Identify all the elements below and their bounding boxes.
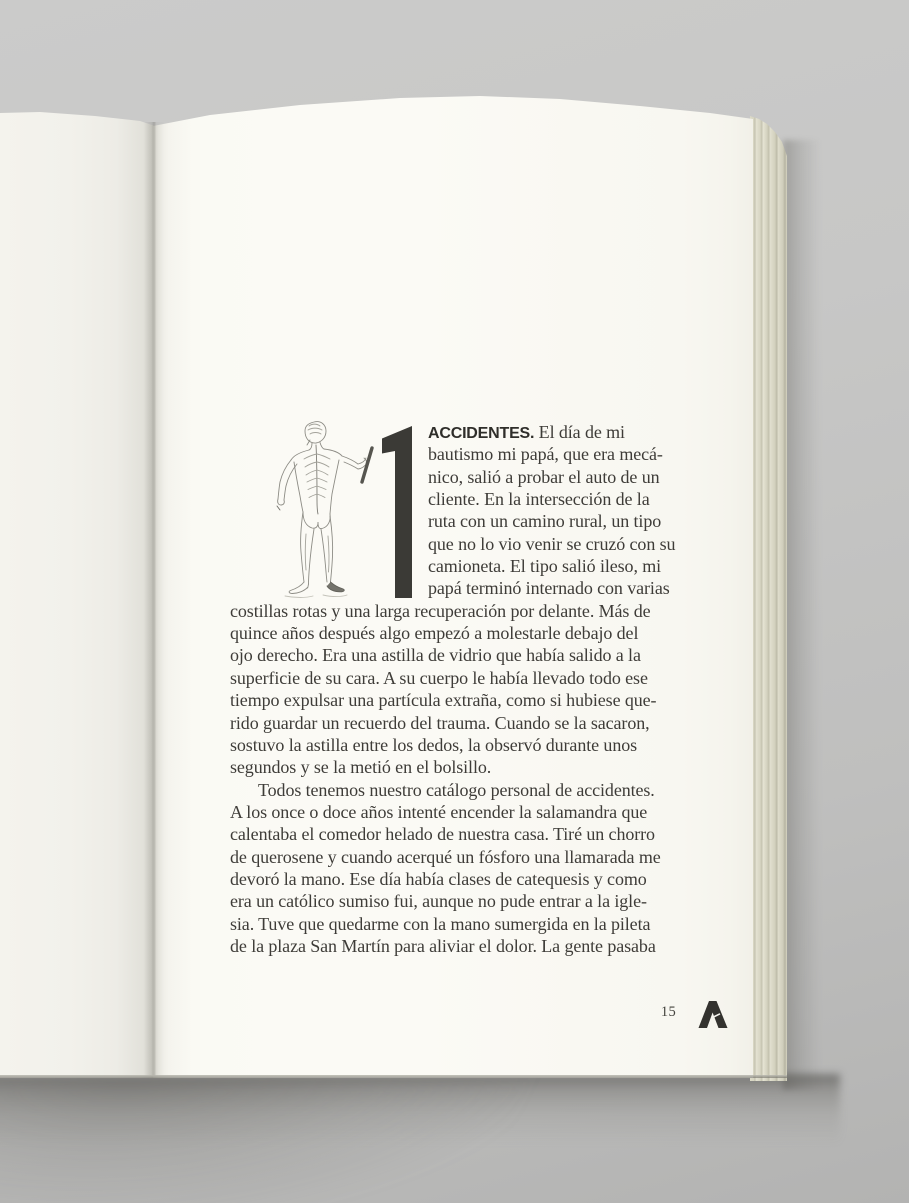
text-line: segundos y se la metió en el bolsillo. (230, 757, 492, 778)
chapter-lead-column (428, 421, 702, 600)
text-line: quince años después algo empezó a molestarle debajo del (230, 623, 639, 644)
text-line: A los once o doce años intenté encender la salamandra que (230, 801, 648, 822)
publisher-logo-icon (698, 1001, 728, 1029)
paragraph-2 (230, 779, 702, 958)
text-line: era un católico sumiso fui, aunque no pude entrar a la igle- (230, 891, 647, 912)
text-line: Todos tenemos nuestro catálogo personal de accidentes. (258, 779, 655, 800)
text-line: calentaba el comedor helado de nuestra casa. Tiré un chorro (230, 824, 655, 845)
text-line: sostuvo la astilla entre los dedos, la observó durante unos (230, 734, 638, 755)
page-edges-stack (750, 116, 787, 1081)
chapter-heading: ACCIDENTES. (428, 425, 535, 442)
chapter-figure-block (230, 421, 428, 600)
text-line: superficie de su cara. A su cuerpo le había llevado todo ese (230, 667, 648, 688)
text-line: cliente. En la intersección de la (428, 489, 650, 510)
text-line: nico, salió a probar el auto de un (428, 466, 660, 487)
text-line: devoró la mano. Ese día había clases de catequesis y como (230, 868, 647, 889)
text-line: sia. Tuve que quedarme con la mano sumergida en la pileta (230, 913, 651, 934)
chapter-numeral (382, 426, 414, 598)
page-number: 15 (660, 1004, 676, 1020)
paragraph-1 (230, 600, 702, 779)
lead-line-rest: El día de mi (538, 422, 625, 442)
fore-edge-shadow (783, 140, 829, 1090)
book-drop-shadow-sweep (0, 1078, 533, 1203)
text-line: de la plaza San Martín para aliviar el dolor. La gente pasaba (230, 935, 656, 956)
text-line: ojo derecho. Era una astilla de vidrio que había salido a la (230, 645, 641, 666)
text-line: que no lo vio venir se cruzó con su (428, 533, 676, 554)
page-content (230, 421, 702, 957)
anatomical-figure-illustration (276, 418, 384, 602)
gutter-crease (144, 122, 164, 1076)
text-line: tiempo expulsar una partícula extraña, como si hubiese que- (230, 690, 657, 711)
text-line: de querosene y cuando acerqué un fósforo una llamarada me (230, 846, 661, 867)
left-page (0, 112, 155, 1078)
text-line: rido guardar un recuerdo del trauma. Cuando se la sacaron, (230, 712, 650, 733)
text-line: bautismo mi papá, que era mecá- (428, 444, 663, 465)
text-line (428, 421, 702, 443)
text-line: camioneta. El tipo salió ileso, mi (428, 556, 662, 577)
text-line: papá terminó internado con varias (428, 578, 670, 599)
book-bottom-edge (0, 1075, 787, 1078)
chapter-opening-row (230, 421, 702, 600)
text-line: ruta con un camino rural, un tipo (428, 511, 662, 532)
text-line: costillas rotas y una larga recuperación por delante. Más de (230, 600, 651, 621)
